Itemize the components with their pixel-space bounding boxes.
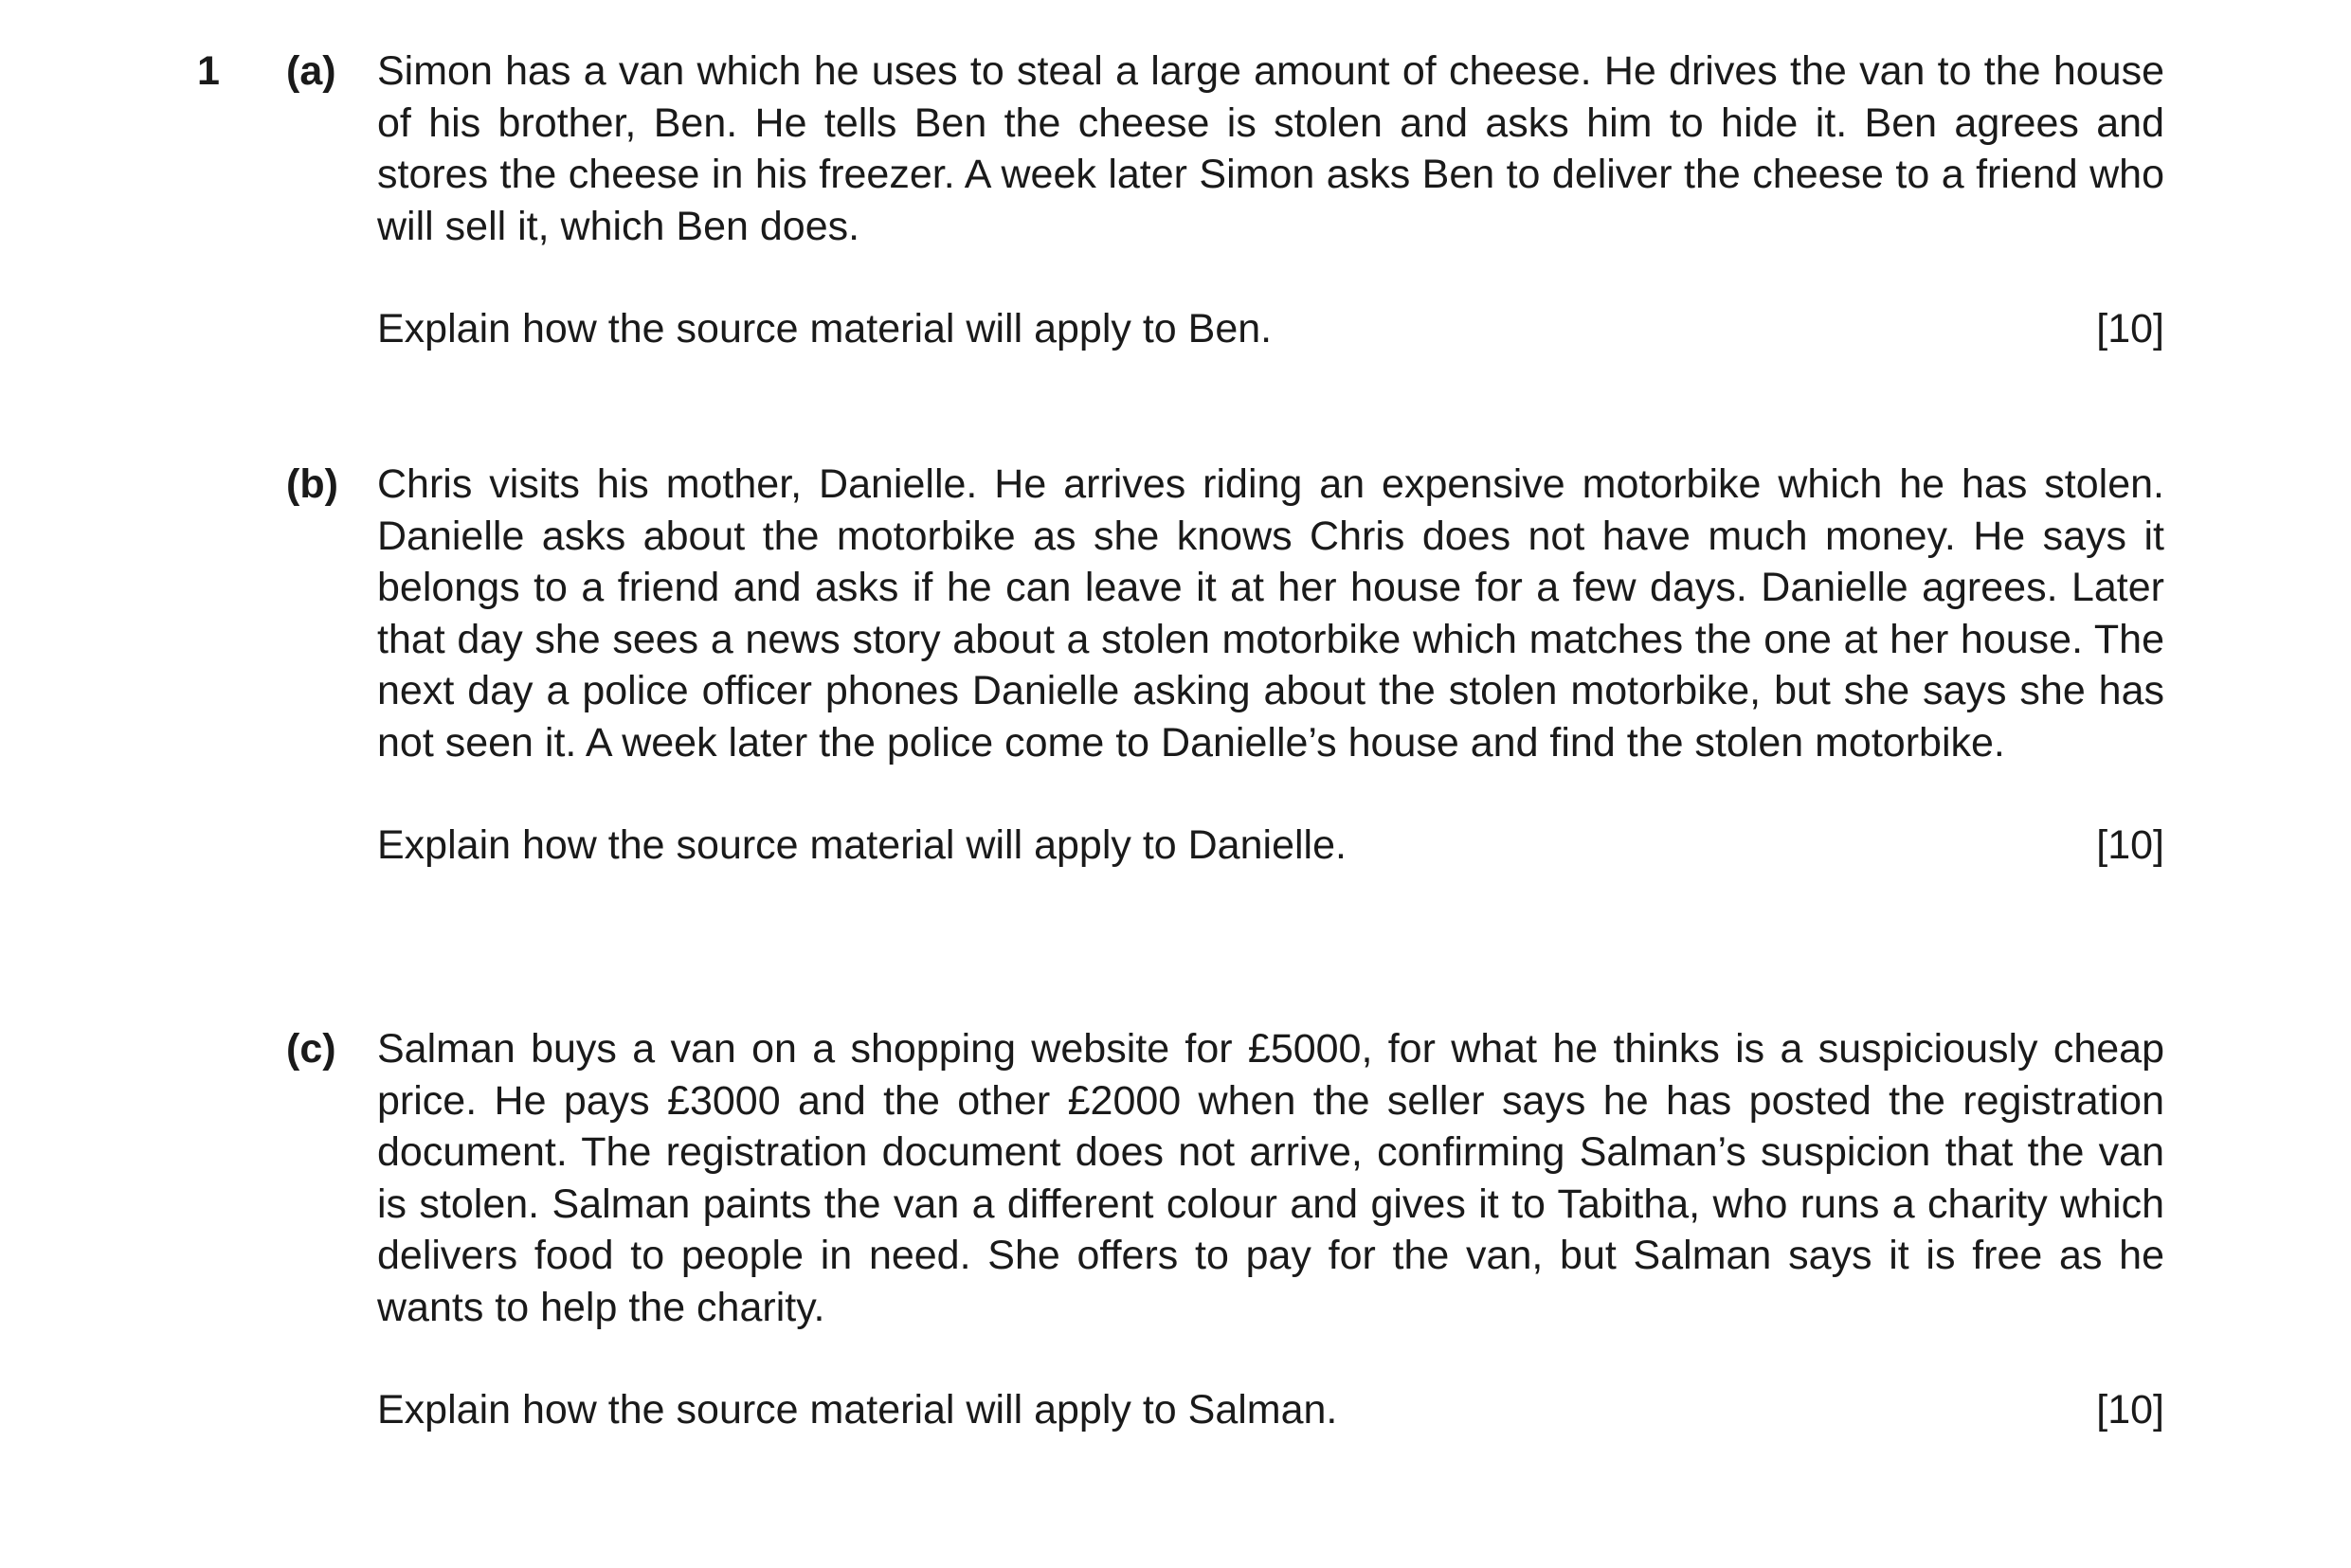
marks-a: [10] xyxy=(2096,306,2164,351)
part-label-c: (c) xyxy=(286,1026,336,1072)
task-prompt-c: Explain how the source material will apply to Salman. xyxy=(377,1387,1338,1433)
part-body-b xyxy=(377,459,2164,871)
question-number: 1 xyxy=(197,48,220,94)
part-label-a: (a) xyxy=(286,48,336,94)
task-prompt-a: Explain how the source material will apply to Ben. xyxy=(377,306,1273,351)
prompt-row-a xyxy=(377,303,2164,354)
marks-b: [10] xyxy=(2096,822,2164,868)
prompt-row-c xyxy=(377,1384,2164,1435)
scenario-text-c: Salman buys a van on a shopping website for £5000, for what he thinks is a suspiciously cheap price. He pays £3000 and the other £2000 when the seller says he has posted the registration document. The registration document does not arrive, confirming Salman’s suspicion that the van is stolen. Salman paints the van a different colour and gives it to Tabitha, who runs a charity which delivers food to people in need. She offers to pay for the van, but Salman says it is free as he wants to help the charity. xyxy=(377,1026,2164,1330)
scenario-text-b: Chris visits his mother, Danielle. He arrives riding an expensive motorbike which he has stolen. Danielle asks about the motorbike as she knows Chris does not have much money. He says it belongs to a friend and asks if he can leave it at her house for a few days. Danielle agrees. Later that day she sees a news story about a stolen motorbike which matches the one at her house. The next day a police officer phones Danielle asking about the stolen motorbike, but she says she has not seen it. A week later the police come to Danielle’s house and find the stolen motorbike. xyxy=(377,461,2164,766)
task-prompt-b: Explain how the source material will apply to Danielle. xyxy=(377,822,1347,868)
part-body-a xyxy=(377,45,2164,354)
prompt-row-b xyxy=(377,820,2164,871)
scenario-text-a: Simon has a van which he uses to steal a large amount of cheese. He drives the van to the house of his brother, Ben. He tells Ben the cheese is stolen and asks him to hide it. Ben agrees and stores the cheese in his freezer. A week later Simon asks Ben to deliver the cheese to a friend who will sell it, which Ben does. xyxy=(377,48,2164,249)
marks-c: [10] xyxy=(2096,1387,2164,1433)
part-body-c xyxy=(377,1023,2164,1435)
part-label-b: (b) xyxy=(286,461,338,507)
